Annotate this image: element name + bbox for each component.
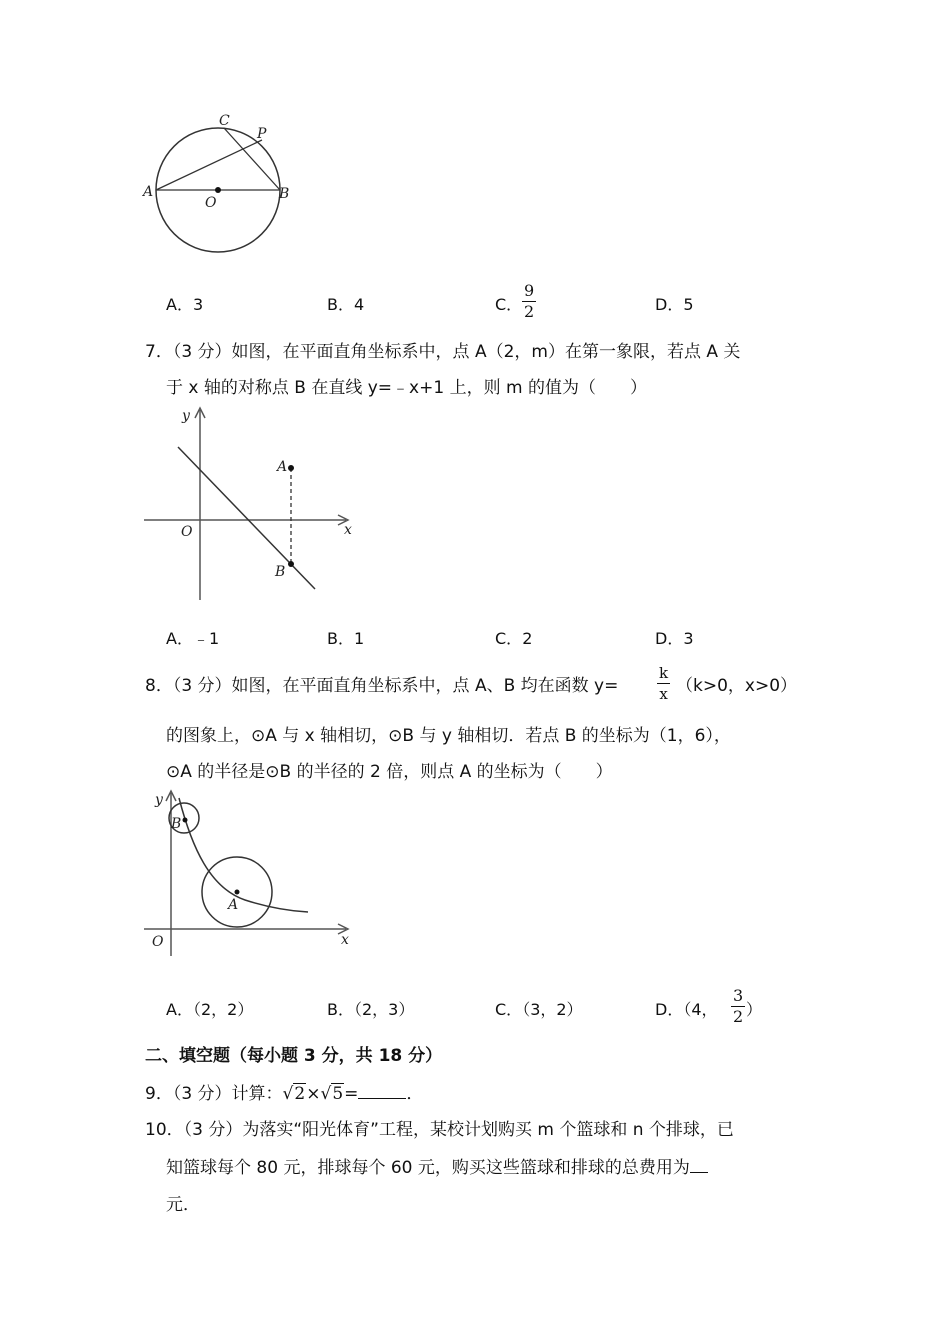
q9-sqrt-5-radicand: 5	[332, 1084, 344, 1104]
q7-option-d-value: 3	[683, 629, 694, 648]
q6-option-c	[495, 292, 522, 315]
q9-times: ×	[306, 1084, 321, 1104]
q9-sqrt-2-radicand: 2	[294, 1084, 306, 1104]
q8-label-a: A	[228, 897, 239, 913]
q6-option-a-letter: A．	[166, 295, 193, 314]
q9-equals: =	[344, 1084, 359, 1104]
q6-label-a: A	[143, 184, 154, 200]
q8-option-a	[166, 997, 253, 1020]
q7-coordinate-figure	[140, 405, 360, 605]
q8-fraction-denominator: x	[659, 685, 668, 703]
q7-label-a: A	[277, 459, 288, 475]
q9-prefix: 9．（3 分）计算：	[145, 1084, 283, 1104]
q7-line-y-neg-x-plus-1	[178, 447, 315, 589]
q7-option-a-value: ﹣1	[192, 629, 220, 648]
q7-option-d	[655, 626, 694, 649]
q9-sqrt-5: √5	[320, 1084, 344, 1104]
q8-label-b: B	[171, 816, 182, 832]
q6-option-d	[655, 292, 694, 315]
q8-point-b	[183, 818, 188, 823]
q8-option-d-post: ）	[746, 1000, 763, 1019]
q8-stem-line1-pre: 8．（3 分）如图，在平面直角坐标系中，点 A、B 均在函数 y=	[145, 676, 619, 696]
q9-end: ．	[406, 1084, 424, 1104]
q6-option-b-value: 4	[353, 295, 365, 314]
q8-stem-line3: ⊙A 的半径是⊙B 的半径的 2 倍，则点 A 的坐标为（ ）	[166, 762, 613, 782]
q6-option-a	[166, 292, 203, 315]
q6-center-point	[215, 187, 221, 193]
q8-option-c-letter: C．	[495, 1000, 523, 1019]
q8-option-d	[655, 997, 718, 1020]
q7-point-b	[288, 561, 294, 567]
q8-label-x: x	[341, 932, 349, 948]
q8-option-a-value: （2，2）	[192, 1000, 254, 1019]
q7-option-c-value: 2	[522, 629, 533, 648]
q9-sqrt-2: √2	[282, 1084, 306, 1104]
q6-option-c-denominator: 2	[524, 302, 535, 321]
q8-point-a	[235, 890, 240, 895]
section2-title: 二、填空题（每小题 3 分，共 18 分）	[145, 1046, 443, 1066]
q6-label-b: B	[279, 186, 290, 202]
q7-option-c	[495, 626, 532, 649]
q7-point-a	[288, 465, 294, 471]
q8-option-b-letter: B．	[327, 1000, 354, 1019]
q8-coordinate-figure	[140, 788, 360, 960]
q10-stem-line2: 知篮球每个 80 元，排球每个 60 元，购买这些篮球和排球的总费用为	[166, 1158, 690, 1178]
q7-option-b-letter: B．	[327, 629, 354, 648]
q6-label-c: C	[219, 113, 230, 129]
q8-option-d-fraction	[731, 986, 745, 1027]
q9-line	[145, 1082, 423, 1106]
q10-stem-line2-wrap	[166, 1156, 708, 1180]
q6-option-c-numerator: 9	[524, 281, 535, 300]
q8-stem-fraction	[657, 663, 670, 704]
q8-option-d-letter: D．	[655, 1000, 684, 1019]
q7-stem-line1: 7．（3 分）如图，在平面直角坐标系中，点 A（2，m）在第一象限，若点 A 关	[145, 342, 741, 362]
q8-option-d-denominator: 2	[733, 1007, 744, 1026]
q8-option-c	[495, 997, 583, 1020]
q6-option-b-letter: B．	[327, 295, 354, 314]
q6-option-d-value: 5	[683, 295, 694, 314]
q8-fraction-numerator: k	[659, 664, 669, 682]
q8-option-c-value: （3，2）	[522, 1000, 583, 1019]
q7-option-d-letter: D．	[655, 629, 684, 648]
q7-option-c-letter: C．	[495, 629, 523, 648]
q8-stem-line1-post: （k>0，x>0）	[676, 676, 798, 696]
q7-option-a	[166, 626, 219, 649]
q6-label-o: O	[205, 195, 217, 211]
q8-option-d-pre: （4，	[683, 1000, 718, 1019]
q8-option-b-value: （2，3）	[353, 1000, 415, 1019]
q8-option-b	[327, 997, 414, 1020]
q6-option-b	[327, 292, 364, 315]
q8-stem-line2: 的图象上，⊙A 与 x 轴相切，⊙B 与 y 轴相切．若点 B 的坐标为（1，6），	[166, 726, 731, 746]
q6-option-c-letter: C．	[495, 295, 523, 314]
q10-answer-blank[interactable]	[690, 1156, 708, 1173]
q7-option-b	[327, 626, 364, 649]
q6-option-c-fraction	[522, 281, 536, 322]
q6-circle-figure	[140, 110, 300, 255]
q8-label-o: O	[152, 934, 164, 950]
q6-label-p: P	[257, 126, 267, 142]
q8-option-a-letter: A．	[166, 1000, 193, 1019]
q10-stem-line3: 元．	[166, 1195, 200, 1215]
q9-answer-blank[interactable]	[358, 1082, 406, 1099]
q8-label-y: y	[155, 792, 163, 808]
q7-option-b-value: 1	[353, 629, 365, 648]
q10-stem-line1: 10．（3 分）为落实“阳光体育”工程，某校计划购买 m 个篮球和 n 个排球，已	[145, 1120, 734, 1140]
q7-label-b: B	[275, 564, 286, 580]
q6-option-a-value: 3	[192, 295, 204, 314]
q7-option-a-letter: A．	[166, 629, 193, 648]
q8-option-d-numerator: 3	[733, 986, 744, 1005]
q7-label-y: y	[182, 408, 190, 424]
q7-label-x: x	[344, 522, 352, 538]
q6-option-d-letter: D．	[655, 295, 684, 314]
q7-stem-line2: 于 x 轴的对称点 B 在直线 y=﹣x+1 上，则 m 的值为（ ）	[166, 378, 647, 398]
q7-label-o: O	[181, 524, 193, 540]
